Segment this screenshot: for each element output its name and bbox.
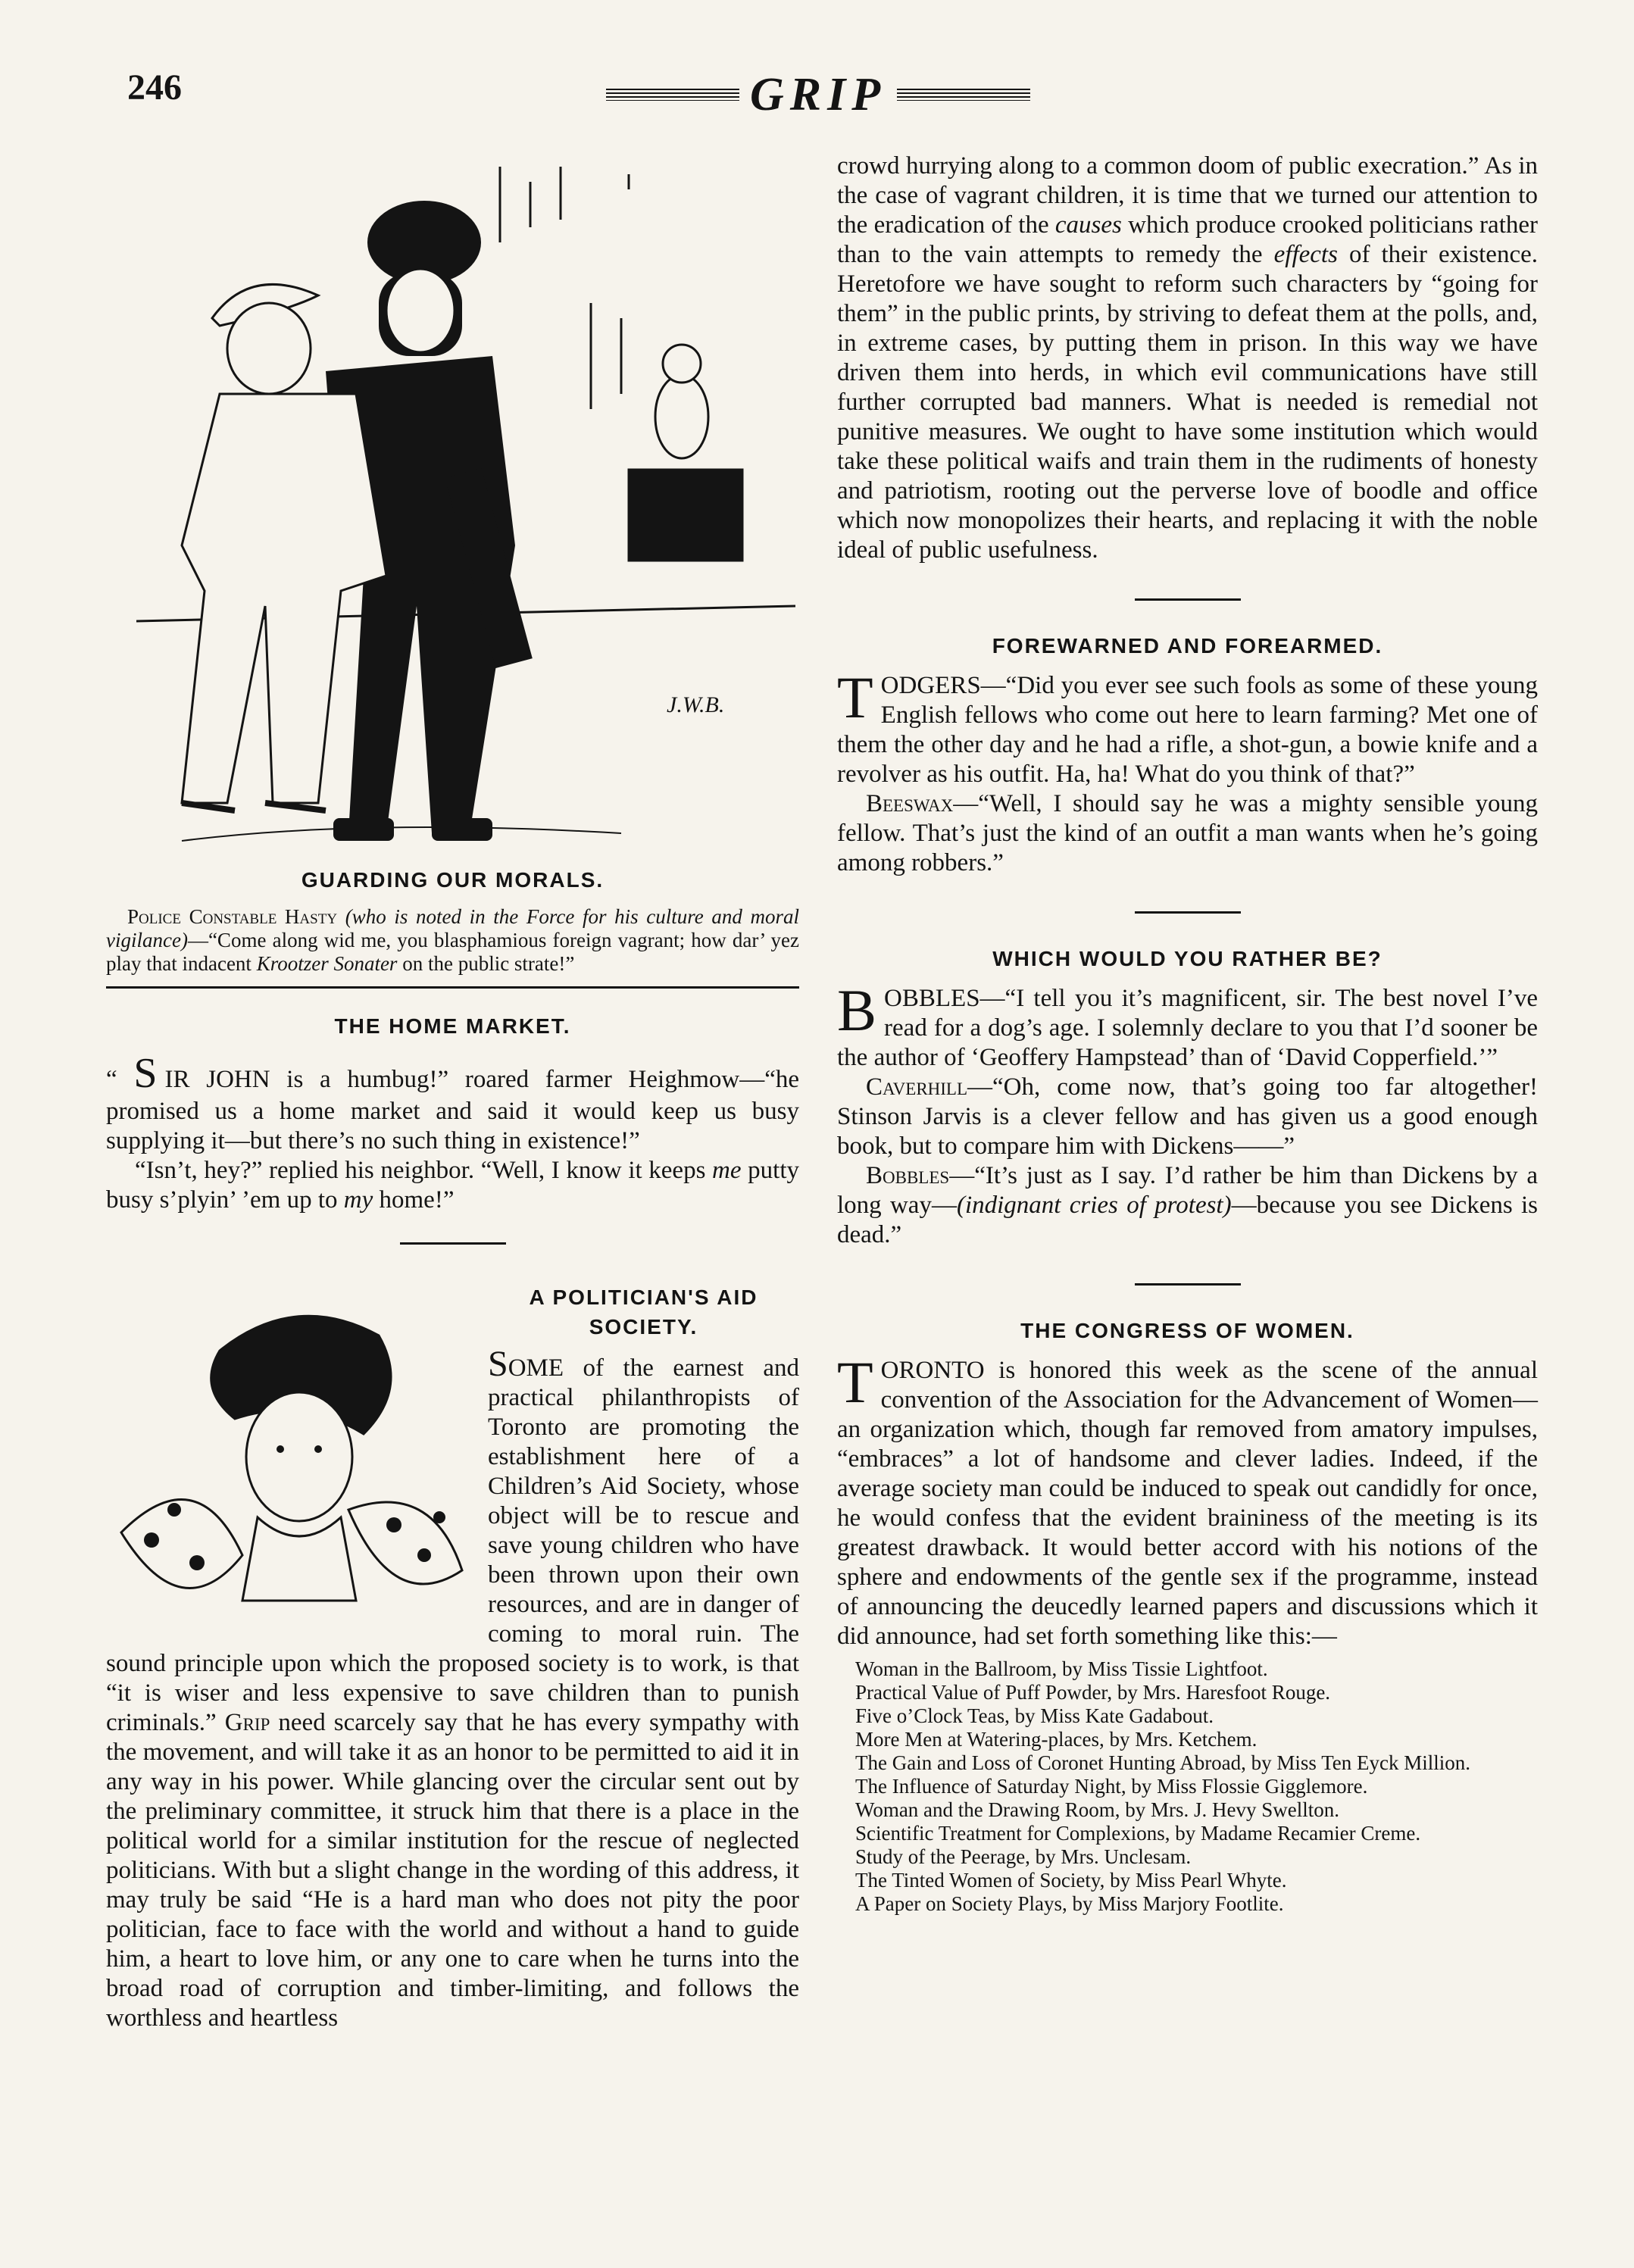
forewarned-title: FOREWARNED AND FOREARMED. — [992, 634, 1383, 658]
caption-end: on the public strate!” — [397, 952, 575, 975]
section-rule — [400, 1242, 506, 1245]
cartoon-caption — [106, 905, 799, 976]
congress-list — [837, 1657, 1538, 1916]
which-rather-p1 — [837, 977, 1538, 1073]
list-item: A Paper on Society Plays, by Miss Marjory Footlite. — [855, 1892, 1284, 1915]
cartoon-illustration — [136, 152, 795, 856]
masthead — [606, 68, 1030, 121]
section-rule — [1135, 911, 1241, 914]
woman-illustration — [106, 1282, 477, 1639]
forewarned-p1-text: ODGERS—“Did you ever see such fools as some of these young English fellows who come out here to learn farming? Met one of them the other day and he had a rifle, a shot-gun, a bowie knife and a revolver as his outfit. Ha, ha! What do you think of that?” — [837, 672, 1538, 788]
cont-b: which produce crooked politicians rather than to the vain attempts to remedy the — [837, 211, 1538, 268]
continuation-text — [837, 152, 1538, 565]
open-quote: “ — [106, 1066, 134, 1093]
dropcap: T — [837, 1349, 873, 1415]
list-item: Woman and the Drawing Room, by Mrs. J. Hevy Swellton. — [855, 1798, 1340, 1821]
masthead-rule-left — [606, 89, 739, 101]
which-rather-p1-text: OBBLES—“I tell you it’s magnificent, sir. The best novel I’ve read for a dog’s age. I solemnly declare to you that I’d sooner be the author of ‘Geoffery Hampstead’ than of ‘David Copperfield.’” — [837, 985, 1538, 1071]
p2-my: my — [343, 1186, 373, 1214]
home-market-title: THE HOME MARKET. — [334, 1014, 571, 1038]
forewarned-p2-text: —“Well, I should say he was a mighty sensible young fellow. That’s just the kind of an outfit a man wants when he’s going among robbers.” — [837, 790, 1538, 876]
home-market-p1-text: IR JOHN is a humbug!” roared farmer Heighmow—“he promised us a home market and said it would keep us busy supplying it—but there’s no such thing in existence!” — [106, 1066, 799, 1154]
p3-a: —“It’s just as I say. I’d rather be him than Dickens by a long way— — [837, 1162, 1538, 1219]
list-item: Scientific Treatment for Complexions, by Madame Recamier Creme. — [855, 1822, 1421, 1845]
dropcap: S — [133, 1050, 158, 1097]
aid-text-a: OME of the earnest and practical philanthropists of Toronto are promoting the establishment here of a Children’s Aid Society, whose object will be to rescue and save young children who have been thrown upon their own resources, and are in danger of coming to moral ruin. The sound principle upon which the proposed society is to work, is that “it is wiser and less expensive to save children than to punish criminals.” — [106, 1354, 799, 1736]
dropcap: T — [837, 664, 873, 730]
speaker: Bobbles — [866, 1162, 950, 1189]
which-rather-p3 — [837, 1161, 1538, 1250]
section-rule — [1135, 598, 1241, 601]
masthead-title: GRIP — [749, 68, 887, 120]
cont-causes: causes — [1054, 211, 1122, 239]
aid-society-title: A POLITICIAN'S AID SOCIETY. — [529, 1286, 758, 1339]
dropcap: S — [488, 1344, 508, 1384]
p3-italic: (indignant cries of protest) — [956, 1192, 1232, 1219]
section-rule — [1135, 1283, 1241, 1286]
speaker: Caverhill — [866, 1073, 968, 1101]
home-market-p1 — [106, 1050, 799, 1156]
p2-b: putty busy s’plyin’ ’em up to — [106, 1157, 799, 1214]
list-item: Practical Value of Puff Powder, by Mrs. Haresfoot Rouge. — [855, 1681, 1331, 1704]
section-rule — [106, 986, 799, 989]
aid-society-section — [106, 1282, 799, 2033]
p2-me: me — [712, 1157, 742, 1184]
p2-c: home!” — [373, 1186, 455, 1214]
home-market-p2 — [106, 1156, 799, 1215]
grip-name: Grip — [224, 1709, 270, 1736]
congress-p1-text: ORONTO is honored this week as the scene of the annual convention of the Association for the Advancement of Women—an organization which, though far removed from amatory impulses, “embraces” a lot of handsome and clever ladies. Indeed, if the average society man could be induced to speak out candidly for once, he would confess that the evident braininess of the meeting is its greatest drawback. It would better accord with his notions of the sphere and endowments of the gentle sex if the programme, instead of announcing the deucedly learned papers and discussions which it did announce, had set forth something like this:— — [837, 1357, 1538, 1650]
list-item: Woman in the Ballroom, by Miss Tissie Lightfoot. — [855, 1657, 1268, 1680]
speaker: Beeswax — [866, 790, 954, 817]
list-item: More Men at Watering-places, by Mrs. Ketchem. — [855, 1728, 1258, 1751]
masthead-rule-right — [897, 89, 1030, 101]
cont-c: of their existence. Heretofore we have sought to reform such characters by “going for them” in the public prints, by striving to defeat them at the polls, and, in extreme cases, by putting them in prison. In this way we have driven them into herds, in which evil communications have still further corrupted bad manners. What is needed is remedial not punitive measures. We ought to have some institution which would take these political waifs and train them in the rudiments of honesty and patriotism, rooting out the perverse love of boodle and office which now monopolizes their hearts, and replacing it with the noble ideal of public usefulness. — [837, 241, 1538, 564]
list-item: The Influence of Saturday Night, by Miss Flossie Gigglemore. — [855, 1775, 1368, 1798]
cartoon-signature: J.W.B. — [667, 692, 725, 717]
p2-a: “Isn’t, hey?” replied his neighbor. “Well, I know it keeps — [135, 1157, 713, 1184]
list-item: The Tinted Women of Society, by Miss Pearl Whyte. — [855, 1869, 1287, 1892]
cartoon-title: GUARDING OUR MORALS. — [301, 868, 605, 892]
forewarned-p1 — [837, 664, 1538, 789]
caption-text: —“Come along wid me, you blasphamious foreign vagrant; how dar’ yez play that indacent — [106, 929, 799, 975]
page-number: 246 — [127, 67, 182, 108]
list-item: Five o’Clock Teas, by Miss Kate Gadabout. — [855, 1704, 1214, 1727]
p3-b: —because you see Dickens is dead.” — [837, 1192, 1538, 1248]
right-column — [837, 152, 1538, 1916]
forewarned-p2 — [837, 789, 1538, 878]
caption-speaker: Police Constable Hasty — [127, 905, 338, 928]
cont-a: crowd hurrying along to a common doom of public execration.” As in the case of vagrant children, it is time that we turned our attention to the eradication of the — [837, 152, 1538, 239]
caption-note: (who is noted in the Force for his culture and moral vigilance) — [106, 905, 799, 951]
list-item: Study of the Peerage, by Mrs. Unclesam. — [855, 1845, 1192, 1868]
congress-p1 — [837, 1349, 1538, 1651]
list-item: The Gain and Loss of Coronet Hunting Abroad, by Miss Ten Eyck Million. — [855, 1751, 1471, 1774]
aid-text-b: need scarcely say that he has every sympathy with the movement, and will take it as an honor to be permitted to aid it in any way in his power. While glancing over the circular sent out by the preliminary committee, it struck him that there is a place in the political world for a similar institution for the rescue of neglected politicians. With but a slight change in the wording of this address, it may truly be said “He is a hard man who does not pity the poor politician, face to face with the world and without a hand to guide him, a heart to love him, or any one to care when he turns into the broad road of corruption and timber-limiting, and follows the worthless and heartless — [106, 1709, 799, 2032]
left-column — [106, 865, 799, 2033]
congress-title: THE CONGRESS OF WOMEN. — [1020, 1319, 1354, 1342]
woman-illustration-slot — [106, 1282, 477, 1639]
which-rather-title: WHICH WOULD YOU RATHER BE? — [992, 947, 1382, 970]
caption-italic: Krootzer Sonater — [256, 952, 398, 975]
cont-effects: effects — [1273, 241, 1338, 268]
dropcap: B — [837, 977, 877, 1043]
which-rather-p2 — [837, 1073, 1538, 1161]
which-rather-p2-text: —“Oh, come now, that’s going too far altogether! Stinson Jarvis is a clever fellow and has given us a good enough book, but to compare him with Dickens——” — [837, 1073, 1538, 1160]
